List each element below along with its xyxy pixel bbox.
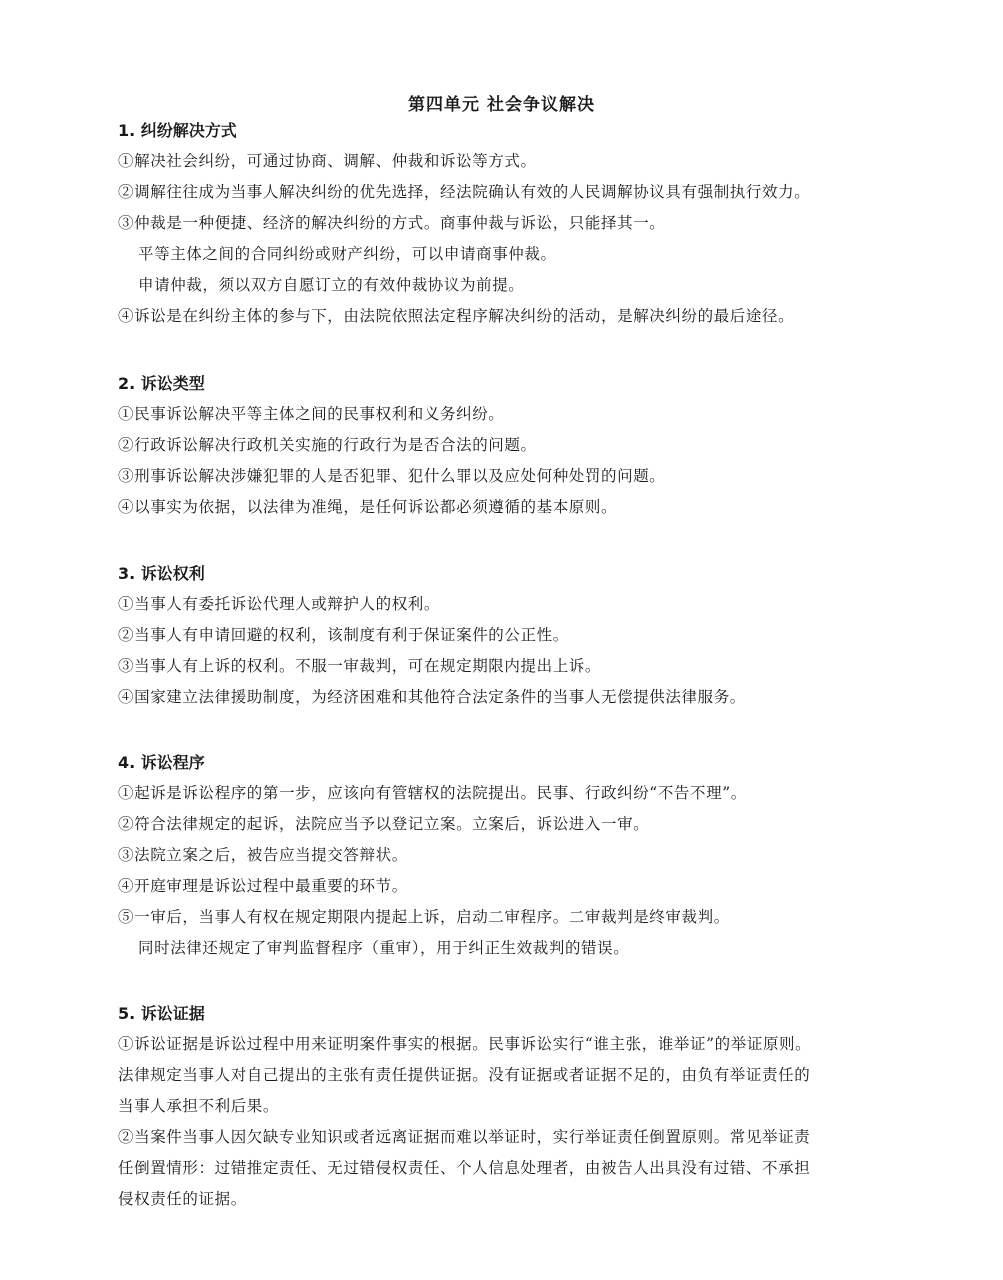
paragraph-line: ④以事实为依据，以法律为准绳，是任何诉讼都必须遵循的基本原则。 (118, 498, 618, 516)
paragraph-line: ①当事人有委托诉讼代理人或辩护人的权利。 (118, 595, 441, 613)
section-heading: 4. 诉讼程序 (118, 753, 205, 772)
paragraph-line: 申请仲裁，须以双方自愿订立的有效仲裁协议为前提。 (138, 276, 525, 294)
section-litigation-procedure (118, 750, 918, 964)
paragraph-line: ①起诉是诉讼程序的第一步，应该向有管辖权的法院提出。民事、行政纠纷“不告不理”。 (118, 784, 747, 802)
section-litigation-evidence (118, 1001, 918, 1215)
section-heading: 5. 诉讼证据 (118, 1004, 205, 1023)
paragraph-line: ④国家建立法律援助制度，为经济困难和其他符合法定条件的当事人无偿提供法律服务。 (118, 688, 746, 706)
paragraph-line: ①解决社会纠纷，可通过协商、调解、仲裁和诉讼等方式。 (118, 152, 537, 170)
paragraph-line: ③当事人有上诉的权利。不服一审裁判，可在规定期限内提出上诉。 (118, 657, 602, 675)
paragraph-line: 法律规定当事人对自己提出的主张有责任提供证据。没有证据或者证据不足的，由负有举证责任的 (118, 1066, 811, 1084)
paragraph-line: 侵权责任的证据。 (118, 1190, 247, 1208)
paragraph-line: ④诉讼是在纠纷主体的参与下，由法院依照法定程序解决纠纷的活动，是解决纠纷的最后途径。 (118, 307, 795, 325)
paragraph-line: ②行政诉讼解决行政机关实施的行政行为是否合法的问题。 (118, 436, 537, 454)
paragraph-line: ③仲裁是一种便捷、经济的解决纠纷的方式。商事仲裁与诉讼，只能择其一。 (118, 214, 666, 232)
paragraph-line: ②符合法律规定的起诉，法院应当予以登记立案。立案后，诉讼进入一审。 (118, 815, 650, 833)
section-litigation-rights (118, 561, 918, 713)
section-heading: 2. 诉讼类型 (118, 374, 205, 393)
paragraph-line: 平等主体之间的合同纠纷或财产纠纷，可以申请商事仲裁。 (138, 245, 557, 263)
paragraph-line: 当事人承担不利后果。 (118, 1097, 280, 1115)
section-heading: 3. 诉讼权利 (118, 564, 205, 583)
paragraph-line: ③刑事诉讼解决涉嫌犯罪的人是否犯罪、犯什么罪以及应处何种处罚的问题。 (118, 467, 666, 485)
paragraph-line: ①诉讼证据是诉讼过程中用来证明案件事实的根据。民事诉讼实行“谁主张，谁举证”的举证原则。 (118, 1035, 812, 1053)
section-dispute-resolution (118, 118, 918, 332)
paragraph-line: ②调解往往成为当事人解决纠纷的优先选择，经法院确认有效的人民调解协议具有强制执行效力。 (118, 183, 811, 201)
paragraph-line: ②当事人有申请回避的权利，该制度有利于保证案件的公正性。 (118, 626, 569, 644)
paragraph-line: ⑤一审后，当事人有权在规定期限内提起上诉，启动二审程序。二审裁判是终审裁判。 (118, 908, 730, 926)
paragraph-line: ②当案件当事人因欠缺专业知识或者远离证据而难以举证时，实行举证责任倒置原则。常见举证责 (118, 1128, 811, 1146)
paragraph-line: ③法院立案之后，被告应当提交答辩状。 (118, 846, 408, 864)
paragraph-line: 任倒置情形：过错推定责任、无过错侵权责任、个人信息处理者，由被告人出具没有过错、不承担 (118, 1159, 811, 1177)
section-heading: 1. 纠纷解决方式 (118, 121, 237, 140)
page-title: 第四单元 社会争议解决 (408, 95, 595, 115)
section-litigation-types (118, 371, 918, 523)
paragraph-line: 同时法律还规定了审判监督程序（重审），用于纠正生效裁判的错误。 (138, 939, 630, 957)
paragraph-line: ①民事诉讼解决平等主体之间的民事权利和义务纠纷。 (118, 405, 505, 423)
paragraph-line: ④开庭审理是诉讼过程中最重要的环节。 (118, 877, 408, 895)
